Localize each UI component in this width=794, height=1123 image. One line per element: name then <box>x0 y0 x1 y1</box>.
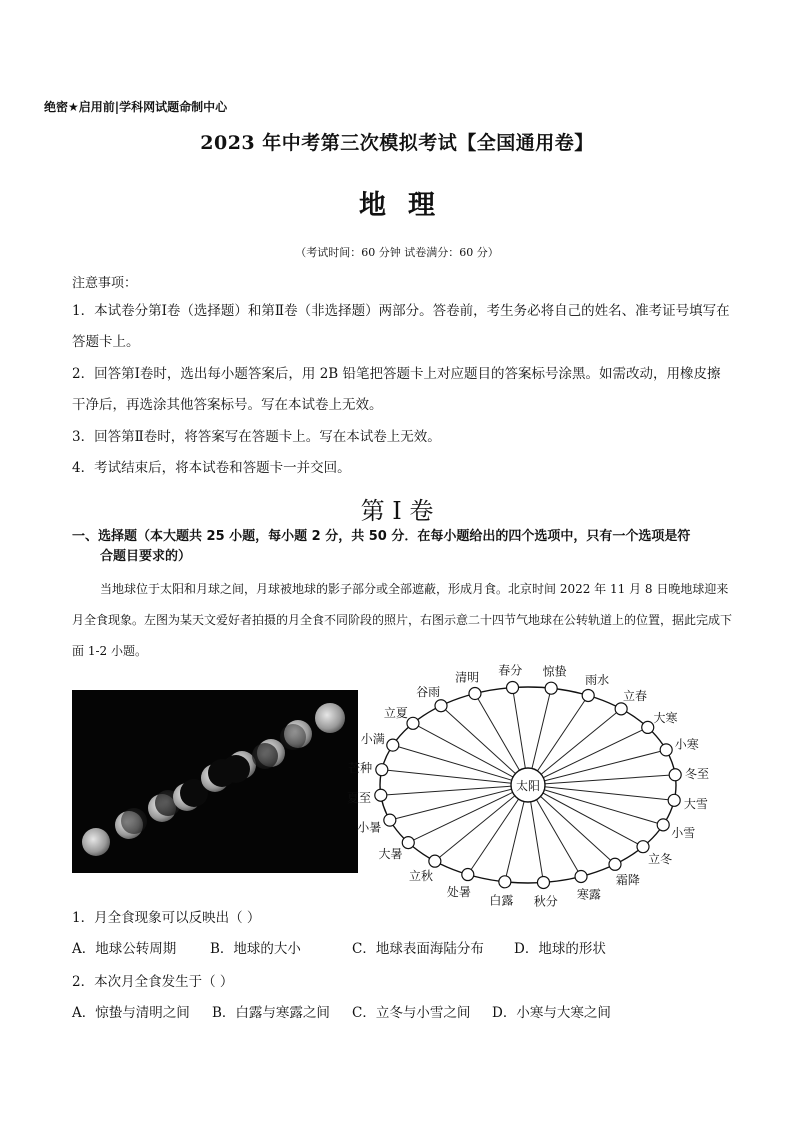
q1-option-c[interactable]: C．地球表面海陆分布 <box>352 941 484 957</box>
earth-position-12 <box>575 870 587 882</box>
earth-position-21 <box>387 739 399 751</box>
solar-term-label: 大暑 <box>378 847 403 862</box>
solar-term-label: 大寒 <box>653 710 678 725</box>
question-1-stem: 1．月全食现象可以反映出（ ） <box>72 910 261 926</box>
orbit-spoke <box>528 785 674 800</box>
earth-position-16 <box>429 855 441 867</box>
earth-position-15 <box>462 869 474 881</box>
confidential-note: 绝密★启用前|学科网试题命制中心 <box>44 100 228 114</box>
orbit-spoke <box>393 745 528 785</box>
notice-item-3: 3．回答第Ⅱ卷时，将答案写在答题卡上。写在本试卷上无效。 <box>72 429 441 445</box>
question-type-heading <box>72 527 732 567</box>
earth-position-8 <box>668 794 680 806</box>
notice-heading: 注意事项： <box>72 276 138 291</box>
solar-term-label: 惊蛰 <box>542 664 567 679</box>
orbit-spoke <box>528 785 663 825</box>
q1-option-b[interactable]: B．地球的大小 <box>210 941 301 957</box>
q1-option-a[interactable]: A．地球公转周期 <box>72 941 177 957</box>
solar-term-label: 春分 <box>498 663 523 678</box>
solar-term-label: 清明 <box>455 670 480 685</box>
moon-phase-7 <box>252 739 285 769</box>
earth-position-6 <box>660 744 672 756</box>
earth-position-9 <box>657 819 669 831</box>
notice-item-1: 1．本试卷分第Ⅰ卷（选择题）和第Ⅱ卷（非选择题）两部分。答卷前，考生务必将自己的姓名、准考证号填写在答题卡上。 <box>72 303 730 350</box>
solar-term-label: 立冬 <box>648 852 673 867</box>
earth-position-24 <box>469 688 481 700</box>
moon-phase-1 <box>82 828 110 856</box>
solar-term-label: 霜降 <box>615 872 640 887</box>
earth-position-7 <box>669 769 681 781</box>
orbit-spoke <box>382 770 528 785</box>
solar-terms-orbit-diagram <box>346 662 730 909</box>
lunar-eclipse-photo <box>72 690 358 873</box>
earth-position-1 <box>507 682 519 694</box>
solar-term-label: 小满 <box>360 731 385 746</box>
question-2-stem: 2．本次月全食发生于（ ） <box>72 974 234 990</box>
solar-term-label: 谷雨 <box>416 685 441 700</box>
earth-position-18 <box>384 814 396 826</box>
earth-position-20 <box>376 764 388 776</box>
solar-term-label: 小雪 <box>671 826 696 841</box>
notice-item-4: 4．考试结束后，将本试卷和答题卡一并交回。 <box>72 460 351 476</box>
solar-term-label: 小寒 <box>674 737 699 752</box>
section-title: 第 I 卷 <box>360 497 434 525</box>
earth-position-10 <box>637 841 649 853</box>
notice-item-2: 2．回答第Ⅰ卷时，选出每小题答案后，用 2B 铅笔把答题卡上对应题目的答案标号涂黑。如需改动，用橡皮擦干净后，再选涂其他答案标号。写在本试卷上无效。 <box>72 366 721 413</box>
solar-term-label: 夏至 <box>346 791 371 806</box>
question-type-line: 一、选择题（本大题共 25 小题，每小题 2 分，共 50 分．在每小题给出的四个选项中，只有一个选项是符 <box>72 529 691 544</box>
moon-phase-8 <box>280 720 312 750</box>
earth-position-22 <box>407 717 419 729</box>
q2-option-d[interactable]: D．小寒与大寒之间 <box>492 1005 611 1021</box>
earth-position-4 <box>615 703 627 715</box>
solar-term-label: 立夏 <box>383 705 408 720</box>
earth-position-5 <box>642 721 654 733</box>
earth-position-13 <box>537 876 549 888</box>
question-2-options <box>72 1001 752 1021</box>
moon-phase-6 <box>222 751 256 783</box>
solar-term-label: 冬至 <box>685 766 710 781</box>
earth-position-14 <box>499 876 511 888</box>
material-paragraph: 当地球位于太阳和月球之间，月球被地球的影子部分或全部遮蔽，形成月食。北京时间 2022 年 11 月 8 日晚地球迎来月全食现象。左图为某天文爱好者拍摄的月全食不同阶段的照片，右图示意二十四节气地球在公转轨道上的位置，据此完成下面 1-2 小题。 <box>72 582 733 658</box>
earth-position-11 <box>609 858 621 870</box>
q1-option-d[interactable]: D．地球的形状 <box>514 941 606 957</box>
solar-term-label: 立春 <box>622 688 647 703</box>
solar-term-label: 处暑 <box>446 884 471 899</box>
solar-term-label: 雨水 <box>585 673 610 688</box>
question-type-line-cont: 合题目要求的） <box>100 549 192 564</box>
subject-title: 地理 <box>359 190 457 221</box>
earth-position-19 <box>375 789 387 801</box>
solar-term-label: 白露 <box>489 893 514 908</box>
solar-term-label: 立秋 <box>409 869 434 884</box>
solar-term-label: 寒露 <box>576 887 601 902</box>
q2-option-a[interactable]: A．惊蛰与清明之间 <box>72 1005 190 1021</box>
earth-position-2 <box>545 682 557 694</box>
solar-term-label: 小暑 <box>357 820 382 835</box>
exam-title: 2023 年中考第三次模拟考试【全国通用卷】 <box>200 132 594 154</box>
q2-option-b[interactable]: B．白露与寒露之间 <box>212 1005 330 1021</box>
exam-info: （考试时间：60 分钟 试卷满分：60 分） <box>295 246 499 259</box>
earth-position-3 <box>582 689 594 701</box>
solar-term-label: 芒种 <box>348 760 373 775</box>
earth-position-23 <box>435 700 447 712</box>
q2-option-c[interactable]: C．立冬与小雪之间 <box>352 1005 471 1021</box>
solar-term-label: 秋分 <box>533 894 558 909</box>
earth-position-17 <box>402 837 414 849</box>
question-1-options <box>72 937 752 957</box>
moon-phase-9 <box>315 703 345 733</box>
sun-label: 太阳 <box>515 779 541 793</box>
solar-term-label: 大雪 <box>683 797 708 812</box>
moon-phase-2 <box>115 808 147 839</box>
